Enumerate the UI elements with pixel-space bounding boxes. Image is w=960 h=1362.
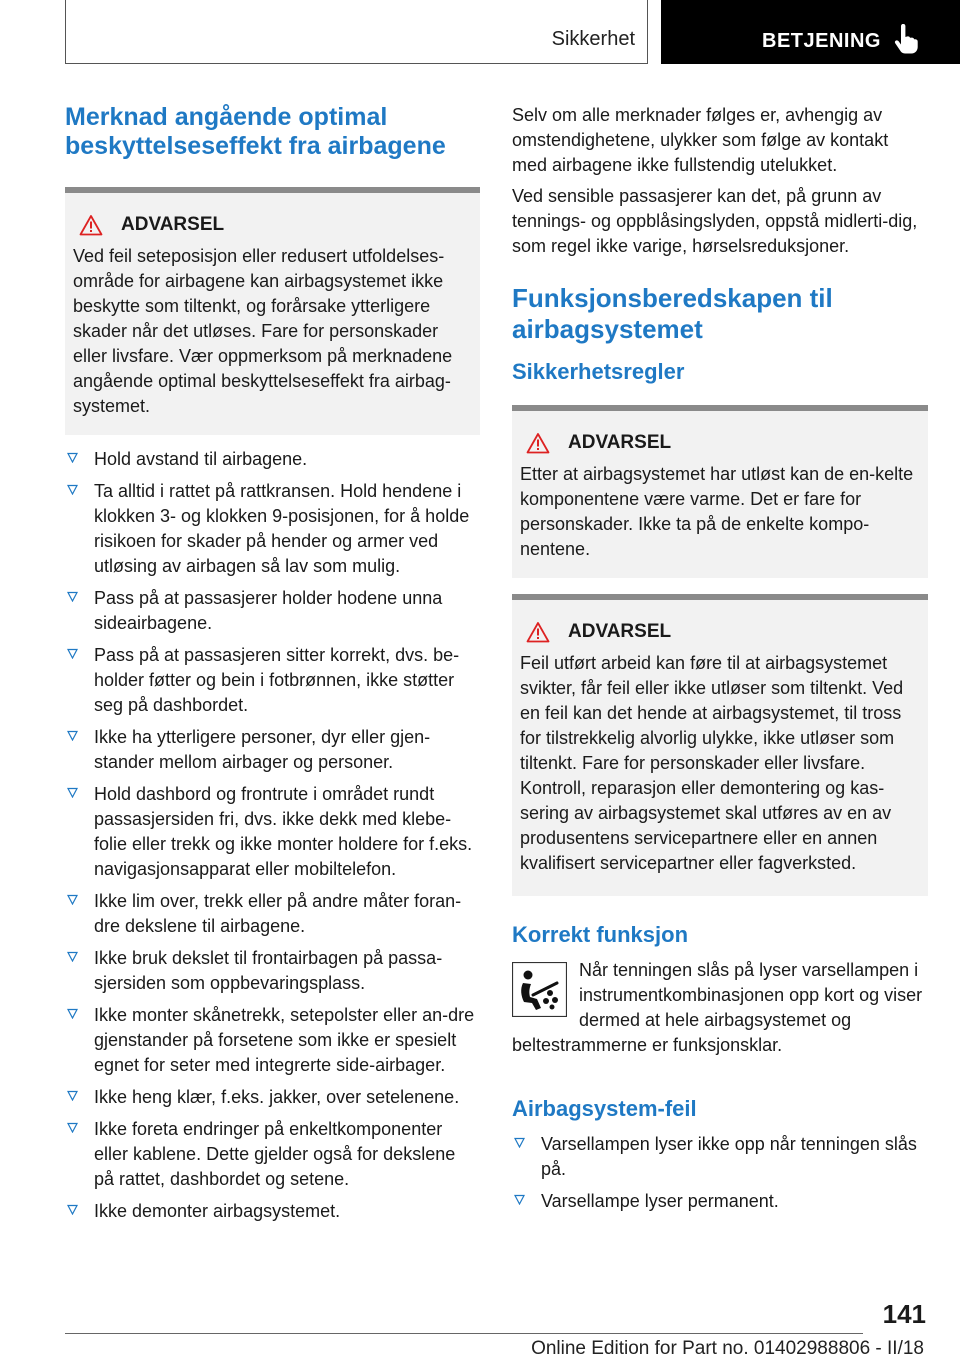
bullet-triangle-icon	[67, 1204, 78, 1215]
section-heading-readiness: Funksjonsberedskapen til airbagsystemet	[512, 283, 833, 344]
warning-box-hot-components	[512, 405, 928, 578]
list-item: Ta alltid i rattet på rattkransen. Hold hendene i klokken 3- og klokken 9-posisjonen, for å holde risikoen for skader på hender og armer ved utløsing av airbagen så lav som mulig.	[65, 479, 480, 579]
subheading-correct-function: Korrekt funksjon	[512, 922, 689, 947]
bullet-triangle-icon	[67, 1122, 78, 1133]
bullet-triangle-icon	[67, 1008, 78, 1019]
list-item: Ikke monter skånetrekk, setepolster eller an-dre gjenstander på forsetene som ikke er spesielt egnet for seter med integrerte side-airbager.	[65, 1003, 480, 1078]
list-item: Ikke foreta endringer på enkeltkomponenter eller kablene. Dette gjelder også for dekslene på rattet, dashbordet og setene.	[65, 1117, 480, 1192]
correct-function-text: Når tenningen slås på lyser varsellampen i instrumentkombinasjonen opp kort og viser dermed at hele airbagsystemet og beltestrammerne er funksjonsklar.	[512, 960, 923, 1055]
hand-pointer-icon	[893, 24, 919, 56]
list-item: Varsellampe lyser permanent.	[512, 1189, 928, 1214]
warning-text: Feil utført arbeid kan føre til at airbagsystemet svikter, får feil eller ikke utløser som tiltenkt. Ved en feil kan det hende at airbagsystemet, til tross for tilstrekkelig alvorlig ulykke, ikke utløser som tiltenkt. Fare for personskader eller livsfare. Kontroll, reparasjon eller demontering og kas-sering av airbagsystemet skal utføres av en av produsentens servicepartnere eller en annen kvalifisert servicepartner eller fagverksted.	[520, 653, 904, 873]
warning-triangle-icon	[526, 432, 550, 454]
warning-text: Etter at airbagsystemet har utløst kan de en-kelte komponentene være varme. Det er fare for personskader. Ikke ta på de enkelte kompo-nentene.	[520, 464, 914, 559]
bullet-triangle-icon	[67, 787, 78, 798]
list-item: Hold avstand til airbagene.	[65, 447, 480, 472]
header-chapter-tab	[661, 0, 960, 64]
header-section-label: Sikkerhet	[551, 28, 635, 50]
warning-title-text: ADVARSEL	[121, 214, 225, 235]
bullet-triangle-icon	[67, 1090, 78, 1101]
list-item: Ikke lim over, trekk eller på andre måter foran-dre dekslene til airbagene.	[65, 889, 480, 939]
bullet-triangle-icon	[67, 894, 78, 905]
right-column	[512, 103, 928, 1221]
list-item: Pass på at passasjerer holder hodene unna sideairbagene.	[65, 586, 480, 636]
list-item: Ikke ha ytterligere personer, dyr eller gjen-stander mellom airbager og personer.	[65, 725, 480, 775]
header-section-tab	[65, 0, 648, 64]
correct-function-block	[512, 958, 928, 1058]
warning-title-text: ADVARSEL	[568, 621, 672, 642]
section-heading-airbag-protection: Merknad angående optimal beskyttelseseffekt fra airbagene	[65, 103, 446, 160]
intro-paragraph-2: Ved sensible passasjerer kan det, på grunn av tennings- og oppblåsingslyden, oppstå midlerti-dig, som regel ikke varige, hørselsreduksjoner.	[512, 186, 918, 256]
list-item: Pass på at passasjeren sitter korrekt, dvs. be-holder føtter og bein i fotbrønnen, ikke støtter seg på dashbordet.	[65, 643, 480, 718]
bullet-triangle-icon	[67, 484, 78, 495]
fault-bullet-list	[512, 1132, 928, 1214]
airbag-warning-lamp-icon	[512, 962, 567, 1017]
warning-triangle-icon	[79, 214, 103, 236]
bullet-triangle-icon	[67, 648, 78, 659]
warning-triangle-icon	[526, 621, 550, 643]
intro-paragraph: Selv om alle merknader følges er, avhengig av omstendighetene, ulykker som følge av kontakt med airbagene ikke fullstendig utelukket.	[512, 105, 889, 175]
list-item: Ikke heng klær, f.eks. jakker, over setelenene.	[65, 1085, 480, 1110]
subheading-safety-rules: Sikkerhetsregler	[512, 359, 685, 384]
warning-title-text: ADVARSEL	[568, 432, 672, 453]
list-item: Ikke bruk dekslet til frontairbagen på passa-sjersiden som oppbevaringsplass.	[65, 946, 480, 996]
bullet-triangle-icon	[514, 1137, 525, 1148]
header-chapter-label: BETJENING	[762, 30, 881, 52]
list-item: Hold dashbord og frontrute i området rundt passasjersiden fri, dvs. ikke dekk med klebe-folie eller trekk og ikke monter holdere for f.eks. navigasjonsapparat eller mobiltelefon.	[65, 782, 480, 882]
bullet-triangle-icon	[67, 591, 78, 602]
bullet-triangle-icon	[67, 452, 78, 463]
list-item: Varsellampen lyser ikke opp når tenningen slås på.	[512, 1132, 928, 1182]
page-number: 141	[882, 1299, 926, 1329]
warning-text: Ved feil seteposisjon eller redusert utfoldelses-område for airbagene kan airbagsystemet ikke beskytte som tiltenkt, og forårsake ytterligere skader når det utløses. Fare for personskader eller livsfare. Vær oppmerksom på merknadene angående optimal beskyttelseseffekt fra airbag-systemet.	[73, 246, 453, 416]
footer-divider	[65, 1333, 863, 1334]
warning-box-faulty-work	[512, 594, 928, 896]
footer-edition: Online Edition for Part no. 01402988806 - II/18	[531, 1338, 924, 1359]
warning-title	[73, 213, 472, 237]
bullet-triangle-icon	[67, 730, 78, 741]
warning-title	[520, 620, 920, 644]
warning-box	[65, 187, 480, 435]
bullet-triangle-icon	[514, 1194, 525, 1205]
list-item: Ikke demonter airbagsystemet.	[65, 1199, 480, 1224]
safety-bullet-list	[65, 447, 480, 1224]
warning-title	[520, 431, 920, 455]
bullet-triangle-icon	[67, 951, 78, 962]
left-column	[65, 103, 480, 1231]
subheading-airbag-fault: Airbagsystem-feil	[512, 1096, 697, 1121]
